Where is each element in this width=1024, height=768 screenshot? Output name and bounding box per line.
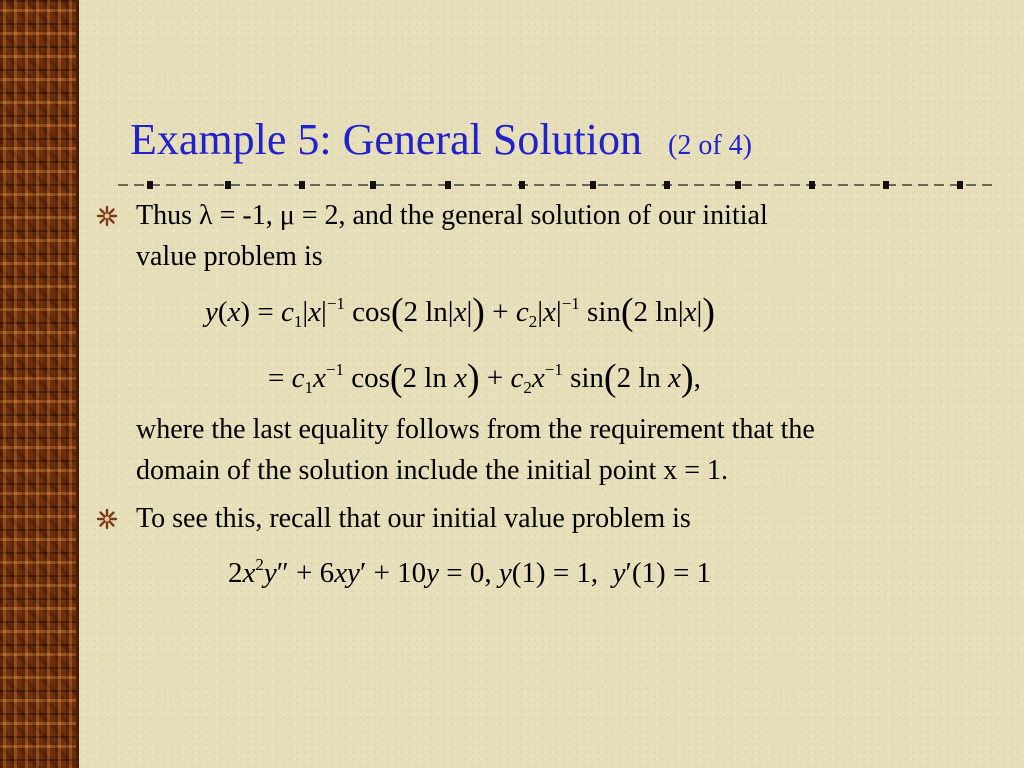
- bullet-1-line-1: Thus λ = -1, μ = 2, and the general solution of our initial: [136, 200, 768, 231]
- equation-general-solution: = $c_1x^{-1}$ cos(2 $\ln x) + c_2x^{-1}$ sin(2 ln x),: [268, 357, 701, 399]
- equation-general-solution-abs: $y(x) = c_1|x|^{-1}$ cos(2 $\ln|x|) + c_2|x|^{-1}$ sin(2 ln|x|): [205, 291, 715, 333]
- dashed-divider: [118, 179, 992, 191]
- star-burst-icon: [96, 205, 118, 227]
- bullet-1-line-2: value problem is: [136, 241, 323, 272]
- star-burst-icon: [96, 508, 118, 530]
- side-strip-edge: [76, 0, 79, 768]
- slide-title: [130, 112, 752, 174]
- equation-initial-value-problem: $2x^2y'' + 6xy' + 10y = 0$, y(1) = 1, y′(1) = 1: [228, 555, 712, 589]
- continuation-line-2: domain of the solution include the initial point x = 1.: [136, 455, 729, 486]
- slide-subtitle: (2 of 4): [668, 130, 752, 161]
- decorative-side-strip: [0, 0, 76, 768]
- bullet-2-line-1: To see this, recall that our initial value problem is: [136, 503, 691, 534]
- continuation-line-1: where the last equality follows from the requirement that the: [136, 414, 815, 445]
- slide-title-text: Example 5: General Solution: [130, 115, 642, 164]
